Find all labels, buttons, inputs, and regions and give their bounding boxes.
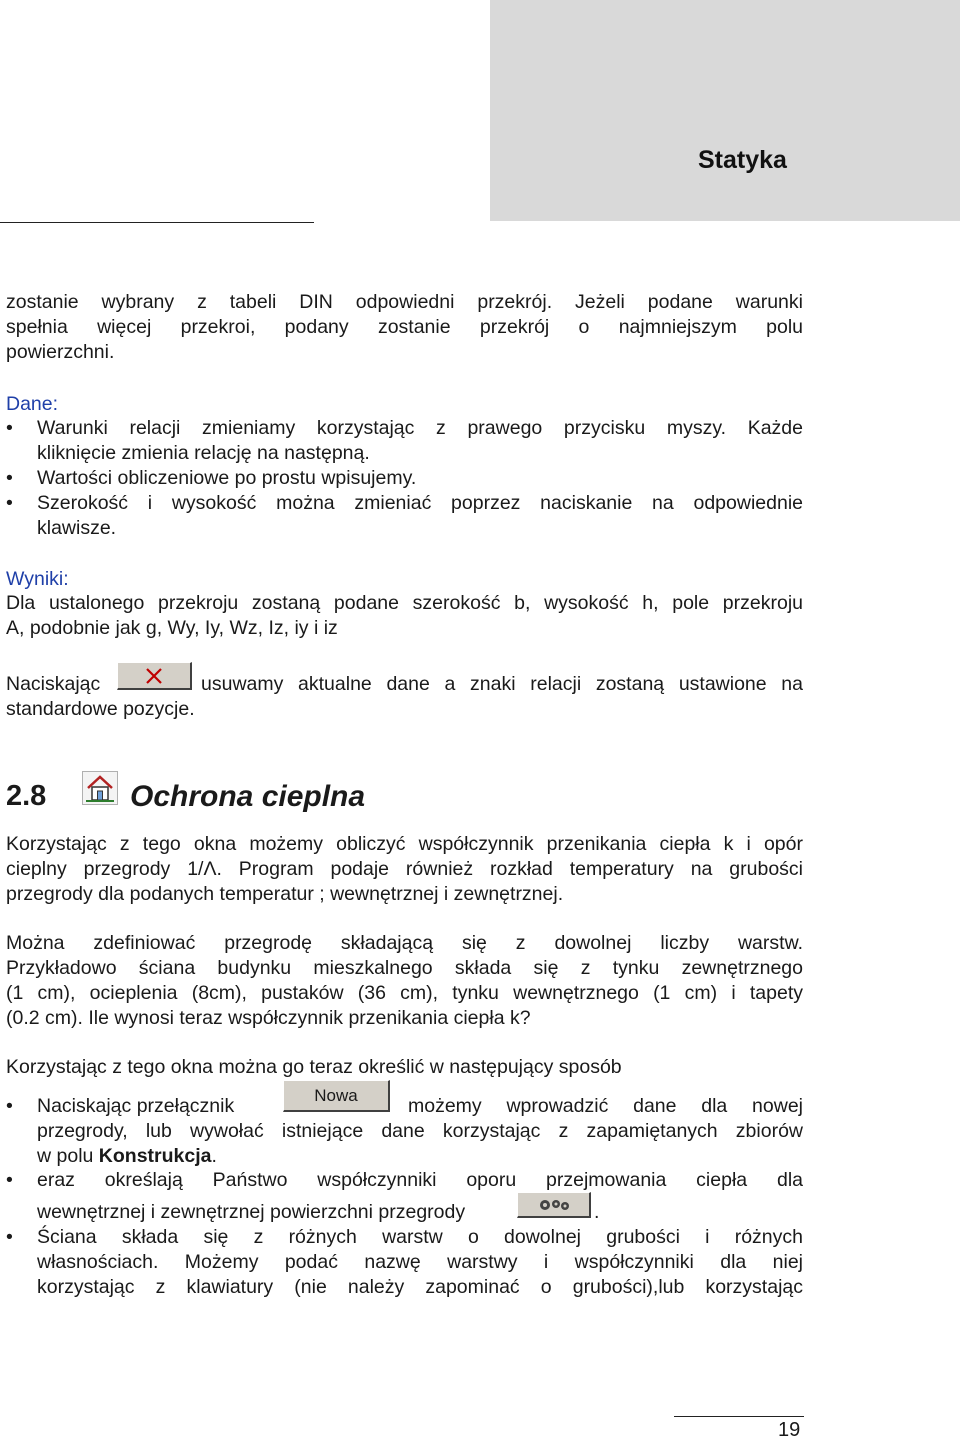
- reset-post-text: usuwamy aktualne dane a znaki relacji zostaną ustawione na: [201, 673, 803, 695]
- footer-rule: [674, 1416, 804, 1417]
- header-title: Statyka: [698, 146, 787, 174]
- para2-line-1: Można zdefiniować przegrodę składającą się z dowolnej liczby warstw.: [6, 932, 803, 954]
- bullet-icon: •: [6, 1095, 13, 1117]
- step3-line-2: własnościach. Możemy podać nazwę warstwy i współczynniki dla niej: [37, 1251, 803, 1273]
- dane-heading: Dane:: [6, 393, 59, 415]
- para2-line-4: (0.2 cm). Ile wynosi teraz współczynnik przenikania ciepła k?: [6, 1007, 531, 1029]
- para2-line-2: Przykładowo ściana budynku mieszkalnego składa się z tynku zewnętrznego: [6, 957, 803, 979]
- header-rule: [0, 222, 314, 223]
- reset-pre-text: Naciskając: [6, 673, 101, 695]
- step1-line-2: przegrody, lub wywołać istniejące dane korzystając z zapamiętanych zbiorów: [37, 1120, 803, 1142]
- nowa-button[interactable]: Nowa: [283, 1080, 390, 1112]
- clear-button[interactable]: [117, 662, 192, 690]
- para1-line-2: cieplny przegrody 1/Λ. Program podaje również rozkład temperatury na grubości: [6, 858, 803, 880]
- intro-line-2: spełnia więcej przekroi, podany zostanie przekrój o najmniejszym polu: [6, 316, 803, 338]
- para2-line-3: (1 cm), ocieplenia (8cm), pustaków (36 cm), tynku wewnętrznego (1 cm) i tapety: [6, 982, 803, 1004]
- dane-bullet-3-line-1: Szerokość i wysokość można zmieniać poprzez naciskanie na odpowiednie: [37, 492, 803, 514]
- house-icon: [82, 771, 118, 805]
- dane-bullet-3-line-2: klawisze.: [37, 517, 117, 539]
- dane-bullet-2: Wartości obliczeniowe po prostu wpisujemy.: [37, 467, 417, 489]
- dane-bullet-1-line-1: Warunki relacji zmieniamy korzystając z prawego przycisku myszy. Każde: [37, 417, 803, 439]
- page-number: 19: [778, 1419, 801, 1441]
- step1-line-3-pre: w polu: [37, 1145, 99, 1167]
- gear-icon: [536, 1197, 572, 1213]
- intro-line-1: zostanie wybrany z tabeli DIN odpowiedni przekrój. Jeżeli podane warunki: [6, 291, 803, 313]
- header-band: [490, 0, 960, 221]
- bullet-icon: •: [6, 492, 13, 514]
- close-icon: [144, 667, 164, 685]
- bullet-icon: •: [6, 1169, 13, 1191]
- section-title: Ochrona cieplna: [130, 780, 366, 813]
- step3-line-1: Ściana składa się z różnych warstw o dowolnej grubości i różnych: [37, 1226, 803, 1248]
- bullet-icon: •: [6, 417, 13, 439]
- step1-pre-text: Naciskając przełącznik: [37, 1095, 235, 1117]
- intro-line-3: powierzchni.: [6, 341, 115, 363]
- wyniki-heading: Wyniki:: [6, 568, 69, 590]
- step3-line-3: korzystając z klawiatury (nie należy zapominać o grubości),lub korzystając: [37, 1276, 803, 1298]
- step2-line-2-end: .: [594, 1201, 600, 1223]
- step1-post-text: możemy wprowadzić dane dla nowej: [408, 1095, 803, 1117]
- para1-line-1: Korzystając z tego okna możemy obliczyć współczynnik przenikania ciepła k i opór: [6, 833, 803, 855]
- section-number: 2.8: [6, 780, 47, 812]
- step1-line-3-post: .: [211, 1145, 217, 1167]
- reset-line-2: standardowe pozycje.: [6, 698, 195, 720]
- step2-line-1: eraz określają Państwo współczynniki oporu przejmowania ciepła dla: [37, 1169, 803, 1191]
- konstrukcja-label: Konstrukcja: [98, 1145, 212, 1167]
- para3-line-1: Korzystając z tego okna można go teraz określić w następujący sposób: [6, 1056, 622, 1078]
- step1-line-3: [37, 1144, 803, 1169]
- dane-bullet-1-line-2: kliknięcie zmienia relację na następną.: [37, 442, 370, 464]
- wyniki-line-2: A, podobnie jak g, Wy, Iy, Wz, Iz, iy i iz: [6, 617, 338, 639]
- bullet-icon: •: [6, 1226, 13, 1248]
- step2-line-2: wewnętrznej i zewnętrznej powierzchni przegrody: [37, 1201, 466, 1223]
- bullet-icon: •: [6, 467, 13, 489]
- coefficients-button[interactable]: [517, 1192, 591, 1218]
- wyniki-line-1: Dla ustalonego przekroju zostaną podane szerokość b, wysokość h, pole przekroju: [6, 592, 803, 614]
- para1-line-3: przegrody dla podanych temperatur ; wewnętrznej i zewnętrznej.: [6, 883, 564, 905]
